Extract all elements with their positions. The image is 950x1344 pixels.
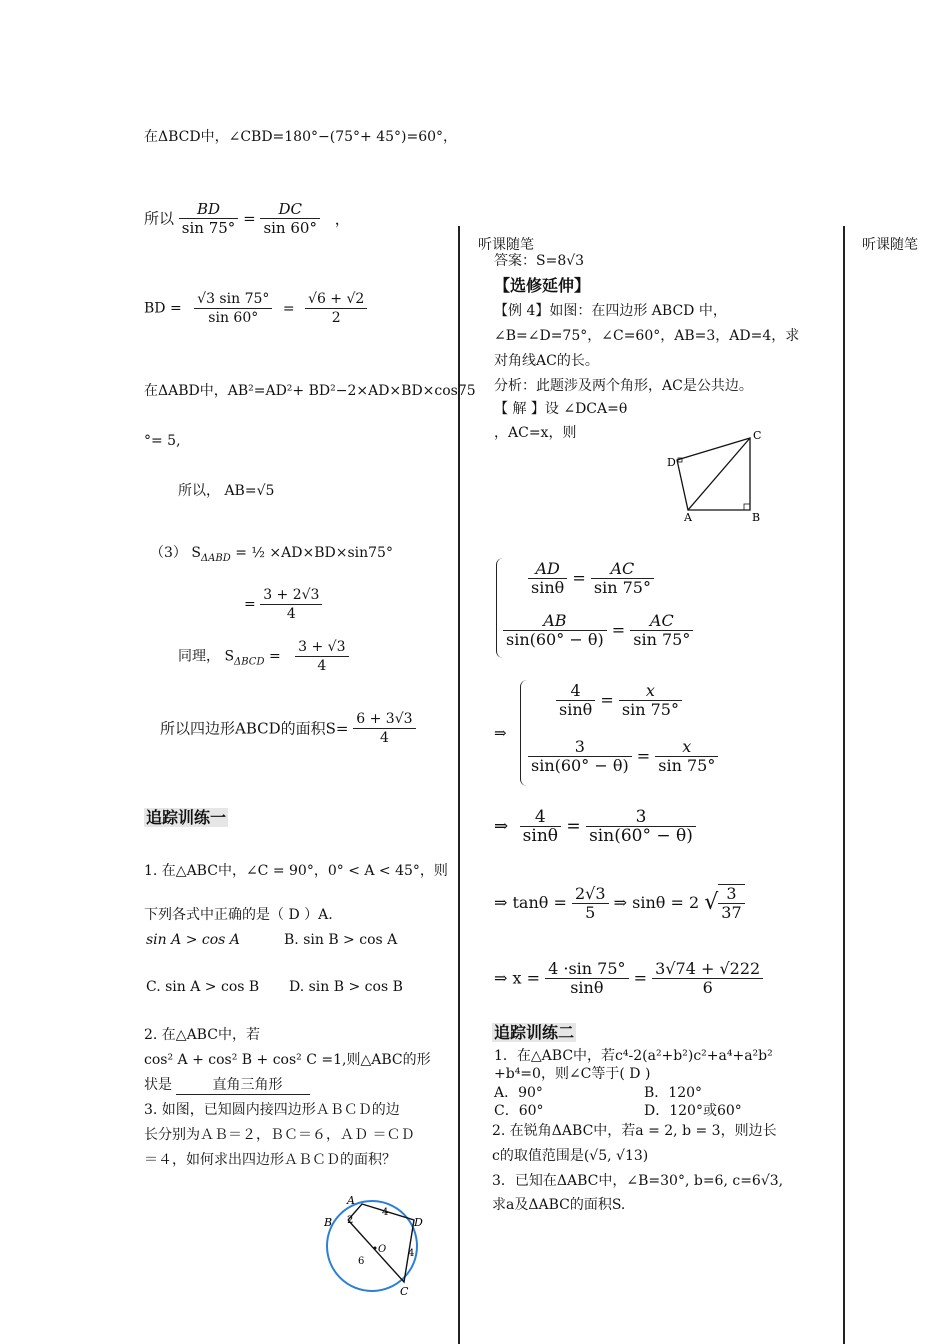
frac-num: 3	[574, 737, 585, 756]
quad-area-line	[160, 710, 416, 747]
frac-num: x	[645, 681, 655, 700]
note-header-right: 听课随笔	[862, 237, 918, 253]
q1-option-a: sin A > cos A	[146, 932, 240, 948]
extension-title: 【选修延伸】	[494, 276, 591, 295]
frac-den: sin 75°	[619, 700, 682, 719]
x-prefix: ⇒ x =	[494, 968, 541, 988]
ratio-equation: 所以 $\frac{BD}{\sin 75^\circ}$ = $\frac{DC}{\sin 60^\circ}$ ，	[144, 200, 350, 237]
quad-vertex-c: C	[753, 429, 762, 442]
vertex-d-label: D	[414, 1216, 423, 1229]
frac-den: sinθ	[520, 826, 561, 845]
frac-den: sin 75°	[591, 578, 654, 597]
frac-den: 2	[305, 308, 367, 327]
track2-title	[492, 1024, 576, 1042]
frac-den: sin 75°	[179, 218, 239, 237]
q1-option-b: B. sin B > cos A	[284, 932, 398, 948]
column-divider-right	[843, 226, 845, 1344]
solution-line2: ，AC=x，则	[494, 425, 577, 441]
q2-prefix: 状是	[144, 1077, 172, 1093]
frac-den: 37	[718, 903, 744, 922]
x-result-line: ⇒ x = $\frac{4 \cdot\sin 75^\circ}{\sin\theta}$ = $\frac{3√74 + √222}{6}$	[494, 960, 763, 997]
frac	[591, 560, 654, 597]
q2-line2: cos² A + cos² B + cos² C =1,则△ABC的形	[144, 1052, 431, 1068]
comma: ，	[334, 209, 350, 228]
t2-q1-option-b: B．120°	[644, 1085, 703, 1101]
system1-brace	[496, 558, 503, 658]
bd-fraction	[194, 290, 272, 327]
frac-den: 5	[572, 903, 609, 922]
frac-den: 4	[295, 656, 348, 675]
frac-num: AC	[649, 611, 674, 630]
frac-num: 3 + 2√3	[263, 587, 320, 603]
system1-row2: $\frac{AB}{\sin(60^\circ - \theta)}$ = $\frac{AC}{\sin 75^\circ}$	[503, 612, 693, 649]
frac-dc-over-sin60	[260, 200, 320, 237]
q2-answer: 直角三角形	[176, 1076, 310, 1095]
system1-row1: $\frac{AD}{\sin\theta}$ = $\frac{AC}{\sin 75^\circ}$	[528, 560, 654, 597]
track2-title-text: 追踪训练二	[494, 1023, 575, 1042]
tan-fraction	[572, 885, 609, 922]
center-o-label: O	[378, 1244, 387, 1255]
t2-q1-option-a: A．90°	[494, 1085, 543, 1101]
analysis-line: 分析：此题涉及两个角形，AC是公共边。	[494, 378, 753, 394]
frac	[619, 682, 682, 719]
t2-q1-line2: +b⁴=0，则∠C等于( D )	[494, 1066, 651, 1082]
t2-q1-option-c: C．60°	[494, 1103, 544, 1119]
area-abd-fraction	[260, 586, 322, 623]
quad-vertex-d: D	[667, 456, 676, 469]
frac-num: DC	[278, 200, 302, 218]
abd-law-of-cosines: 在ΔABD中，AB²=AD²+ BD²−2×AD×BD×cos75	[144, 383, 476, 399]
track1-title-text: 追踪训练一	[146, 808, 227, 827]
ex4-line3: 对角线AC的长。	[494, 353, 599, 369]
t2-q3-line1: 3．已知在ΔABC中，∠B=30°, b=6, c=6√3,	[492, 1173, 784, 1189]
sin-fraction	[718, 884, 744, 922]
system2-row2: $\frac{3}{\sin(60^\circ - \theta)}$ = $\frac{x}{\sin 75^\circ}$	[528, 738, 718, 775]
bd-result-fraction	[305, 290, 367, 327]
frac-num: 3 + √3	[298, 639, 346, 655]
frac-den: sin(60° − θ)	[586, 826, 696, 845]
answer-line: 答案：S=8√3	[494, 253, 585, 269]
area-bcd-label: 同理， S	[178, 648, 235, 665]
vertex-b-label: B	[324, 1216, 333, 1229]
x-result-fraction	[652, 960, 763, 997]
t2-q3-line2: 求a及ΔABC的面积S.	[492, 1197, 626, 1213]
q2-line1: 2. 在△ABC中，若	[144, 1027, 260, 1043]
bd-equation	[144, 290, 367, 327]
q2-line3	[144, 1076, 310, 1095]
frac-num: AD	[535, 559, 560, 578]
tan-sin-line: ⇒ tanθ = $\frac{2√3}{5}$ ⇒ sinθ = 2 √ $\frac{3}{37}$	[494, 884, 745, 922]
frac-bd-over-sin75	[179, 200, 239, 237]
frac-den: sin(60° − θ)	[528, 756, 632, 775]
quad-area-label: 所以四边形ABCD的面积S=	[160, 719, 349, 738]
frac	[630, 612, 693, 649]
q1-option-d: D. sin B > cos B	[289, 979, 403, 995]
frac-den: sinθ	[528, 578, 567, 597]
circle-quadrilateral-figure	[320, 1190, 430, 1300]
q3-line2: 长分别为ＡＢ＝２，ＢＣ＝６，ＡＤ ＝ＣＤ	[144, 1127, 415, 1143]
area-abd-expr: = ½ ×AD×BD×sin75°	[235, 545, 393, 561]
abd-law-of-cosines-cont: °= 5,	[144, 433, 181, 449]
frac-den: sin 75°	[630, 630, 693, 649]
quad-vertex-a: A	[684, 511, 692, 524]
sin-prefix: ⇒ sinθ = 2	[613, 893, 700, 912]
q3-line3: ＝４，如何求出四边形ＡＢＣＤ的面积？	[144, 1152, 396, 1168]
frac-num: √3 sin 75°	[197, 291, 270, 307]
frac	[655, 738, 718, 775]
frac-num: 3	[635, 807, 647, 827]
x-fraction	[545, 960, 628, 997]
frac-den: 6	[652, 978, 763, 997]
q3-line1: 3. 如图，已知圆内接四边形ＡＢＣＤ的边	[144, 1102, 400, 1118]
frac-den: sinθ	[545, 978, 628, 997]
ab-result: 所以， AB=√5	[178, 483, 275, 499]
area-bcd-sub: ΔBCD	[234, 656, 265, 668]
area-bcd-fraction	[295, 638, 348, 675]
area-abd-sub: ΔABD	[200, 552, 231, 564]
t2-q1-line1: 1．在△ABC中，若c⁴-2(a²+b²)c²+a⁴+a²b²	[494, 1048, 773, 1064]
frac	[556, 682, 595, 719]
frac-num: BD	[197, 200, 221, 218]
cbd-angle-line: 在ΔBCD中，∠CBD=180°−(75°+ 45°)=60°，	[144, 129, 458, 145]
frac-den: 4	[353, 728, 415, 747]
side-dc-label: 4	[408, 1248, 415, 1259]
quad-vertex-b: B	[752, 511, 761, 524]
vertex-a-label: A	[347, 1194, 355, 1207]
system2-brace	[520, 680, 527, 786]
t2-q1-option-d: D．120°或60°	[644, 1103, 742, 1119]
frac-num: 4	[534, 807, 546, 827]
frac-den: sin 60°	[260, 218, 320, 237]
note-header-middle: 听课随笔	[478, 237, 534, 253]
track1-title	[144, 809, 228, 827]
frac	[520, 808, 561, 845]
q1-line2: 下列各式中正确的是（ D ）A.	[144, 907, 333, 923]
bd-label: BD =	[144, 300, 182, 317]
frac-num: AB	[543, 611, 567, 630]
frac-den: sinθ	[556, 700, 595, 719]
frac	[586, 808, 696, 845]
frac-num: 4 ·sin 75°	[548, 959, 626, 978]
area-abd-line	[150, 544, 393, 568]
ex4-line2: ∠B=∠D=75°，∠C=60°，AB=3，AD=4，求	[494, 328, 800, 344]
equals: =	[282, 300, 295, 317]
q1-option-c: C. sin A > cos B	[146, 979, 260, 995]
frac-den: sin 60°	[194, 308, 272, 327]
t2-q2-line2: c的取值范围是(√5, √13)	[492, 1148, 649, 1164]
equation3: ⇒ $\frac{4}{\sin\theta}$ = $\frac{3}{\sin(60^\circ - \theta)}$	[494, 808, 696, 845]
side-ad-label: 4	[382, 1207, 389, 1218]
quadrilateral-figure	[664, 426, 774, 526]
frac-num: x	[682, 737, 692, 756]
quad-area-fraction	[353, 710, 415, 747]
q1-line1: 1. 在△ABC中，∠C = 90°，0° < A < 45°，则	[144, 863, 448, 879]
frac	[503, 612, 607, 649]
side-bc-label: 6	[358, 1256, 365, 1267]
vertex-c-label: C	[400, 1285, 409, 1298]
frac-num: 2√3	[574, 883, 606, 903]
frac	[528, 560, 567, 597]
frac-num: 4	[570, 681, 581, 700]
frac-num: AC	[610, 559, 635, 578]
system2-row1: $\frac{4}{\sin\theta}$ = $\frac{x}{\sin 75^\circ}$	[556, 682, 682, 719]
frac-num: 3	[726, 884, 737, 903]
side-ab-label: 2	[347, 1215, 354, 1226]
frac-den: sin(60° − θ)	[503, 630, 607, 649]
solution-line1: 【 解 】设 ∠DCA=θ	[494, 401, 628, 417]
suoyi-label: 所以	[144, 209, 175, 228]
area-bcd-line: 同理， $S_{\Delta BCD}$ = $\frac{3 + √3}{4}$	[178, 638, 349, 675]
area-abd-result: = $\frac{3 + 2√3}{4}$	[244, 586, 322, 623]
ex4-line1: 【例 4】如图：在四边形 ABCD 中，	[494, 303, 727, 319]
frac-num: 6 + 3√3	[356, 711, 413, 727]
frac-num: 3√74 + √222	[655, 959, 761, 978]
frac-den: sin 75°	[655, 756, 718, 775]
frac	[528, 738, 632, 775]
implies-arrow: ⇒	[494, 724, 507, 742]
frac-den: 4	[260, 604, 322, 623]
area-abd-label: （3） S	[150, 545, 201, 561]
t2-q2-line1: 2. 在锐角ΔABC中，若a = 2, b = 3，则边长	[492, 1123, 777, 1139]
tan-prefix: ⇒ tanθ =	[494, 893, 567, 912]
frac-num: √6 + √2	[308, 291, 365, 307]
